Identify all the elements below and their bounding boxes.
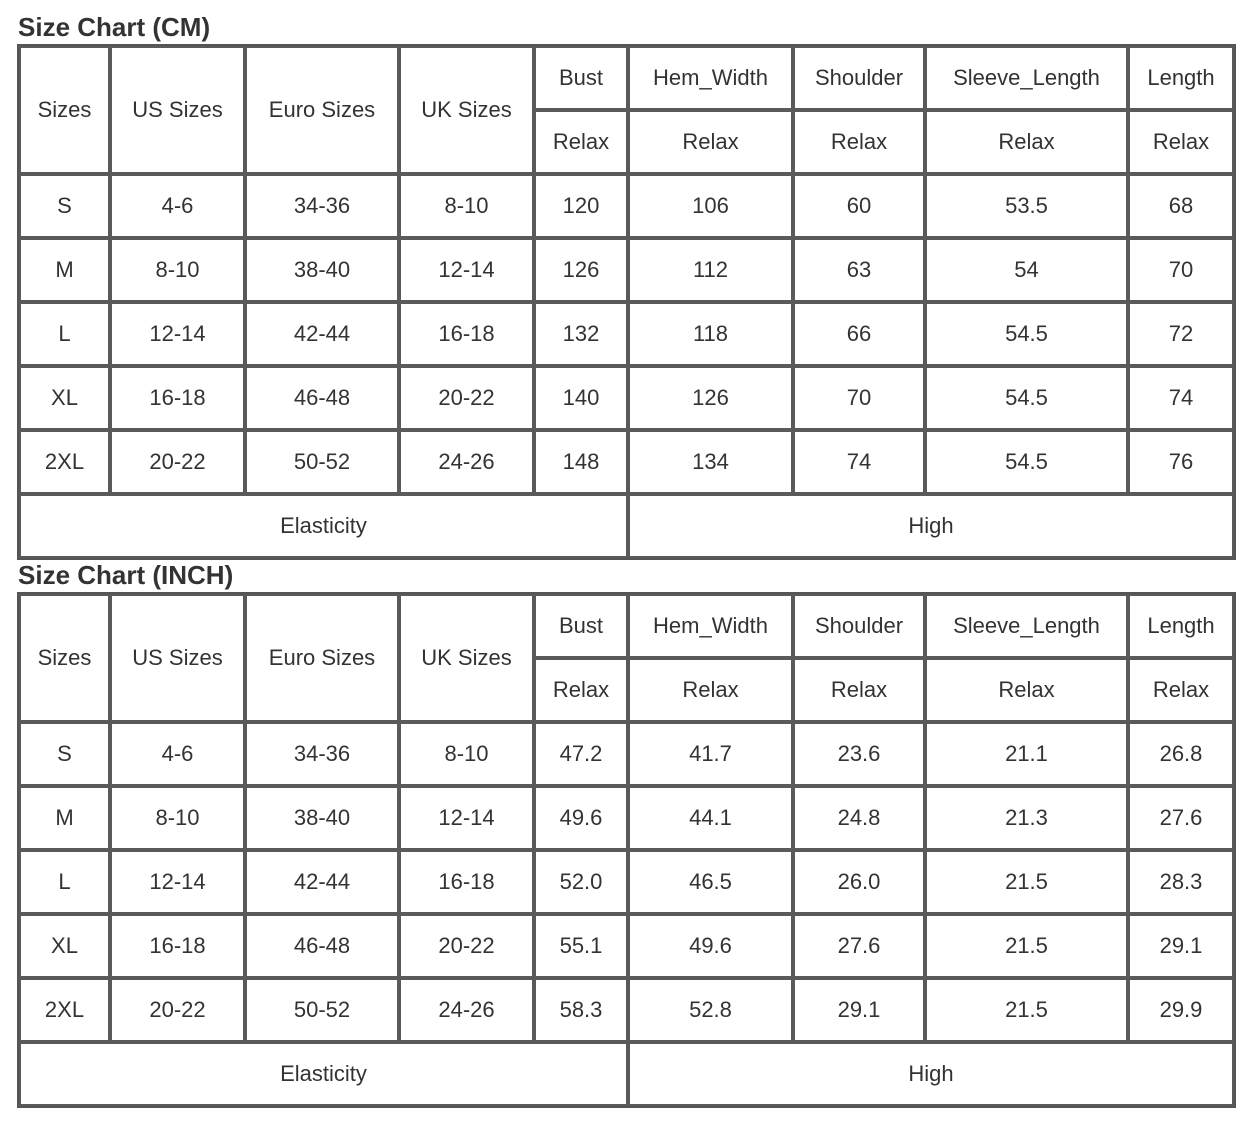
table-cell: 23.6 xyxy=(793,722,925,786)
size-chart-cm-title: Size Chart (CM) xyxy=(18,12,211,42)
table-cell: 21.5 xyxy=(925,850,1128,914)
table-cell: 12-14 xyxy=(110,850,245,914)
col-header-bust: Bust xyxy=(534,594,628,658)
table-row xyxy=(19,786,1234,850)
table-cell: 44.1 xyxy=(628,786,793,850)
table-row xyxy=(19,978,1234,1042)
table-cell: 68 xyxy=(1128,174,1234,238)
table-cell: 132 xyxy=(534,302,628,366)
table-cell: 21.3 xyxy=(925,786,1128,850)
col-header-length: Length xyxy=(1128,594,1234,658)
size-chart-inch-table xyxy=(17,592,1236,1108)
subheader-relax: Relax xyxy=(925,110,1128,174)
table-cell: 126 xyxy=(534,238,628,302)
table-row xyxy=(19,366,1234,430)
subheader-relax: Relax xyxy=(793,110,925,174)
table-cell: 8-10 xyxy=(399,174,534,238)
col-header-euro-sizes: Euro Sizes xyxy=(245,46,399,174)
table-row xyxy=(19,850,1234,914)
subheader-relax: Relax xyxy=(1128,658,1234,722)
table-cell: 54.5 xyxy=(925,430,1128,494)
col-header-shoulder: Shoulder xyxy=(793,46,925,110)
table-cell: 16-18 xyxy=(399,302,534,366)
table-cell: 76 xyxy=(1128,430,1234,494)
table-cell: XL xyxy=(19,366,110,430)
elasticity-label: Elasticity xyxy=(19,494,628,558)
table-cell: 21.5 xyxy=(925,978,1128,1042)
table-cell: 42-44 xyxy=(245,850,399,914)
subheader-relax: Relax xyxy=(793,658,925,722)
table-cell: 16-18 xyxy=(110,914,245,978)
table-cell: 29.1 xyxy=(1128,914,1234,978)
table-cell: 118 xyxy=(628,302,793,366)
table-cell: 24-26 xyxy=(399,978,534,1042)
col-header-bust: Bust xyxy=(534,46,628,110)
table-row xyxy=(19,430,1234,494)
table-cell: 54.5 xyxy=(925,302,1128,366)
table-cell: 38-40 xyxy=(245,786,399,850)
table-cell: 29.1 xyxy=(793,978,925,1042)
table-cell: 21.1 xyxy=(925,722,1128,786)
subheader-relax: Relax xyxy=(534,110,628,174)
table-cell: 58.3 xyxy=(534,978,628,1042)
table-cell: 46-48 xyxy=(245,914,399,978)
col-header-sleeve-length: Sleeve_Length xyxy=(925,594,1128,658)
size-chart-cm-table xyxy=(17,44,1236,560)
subheader-relax: Relax xyxy=(628,658,793,722)
table-cell: 120 xyxy=(534,174,628,238)
table-cell: 106 xyxy=(628,174,793,238)
table-cell: 24-26 xyxy=(399,430,534,494)
table-cell: 66 xyxy=(793,302,925,366)
col-header-hem-width: Hem_Width xyxy=(628,594,793,658)
table-cell: 4-6 xyxy=(110,722,245,786)
table-cell: 134 xyxy=(628,430,793,494)
header-row xyxy=(19,594,1234,658)
table-cell: 126 xyxy=(628,366,793,430)
subheader-relax: Relax xyxy=(925,658,1128,722)
table-cell: 34-36 xyxy=(245,174,399,238)
table-cell: 112 xyxy=(628,238,793,302)
table-cell: 34-36 xyxy=(245,722,399,786)
table-cell: 50-52 xyxy=(245,978,399,1042)
table-cell: 27.6 xyxy=(793,914,925,978)
subheader-relax: Relax xyxy=(1128,110,1234,174)
table-cell: 29.9 xyxy=(1128,978,1234,1042)
table-row xyxy=(19,722,1234,786)
table-cell: 148 xyxy=(534,430,628,494)
table-cell: 20-22 xyxy=(110,978,245,1042)
table-cell: 2XL xyxy=(19,430,110,494)
col-header-sleeve-length: Sleeve_Length xyxy=(925,46,1128,110)
table-cell: 2XL xyxy=(19,978,110,1042)
table-cell: 16-18 xyxy=(399,850,534,914)
table-cell: 74 xyxy=(1128,366,1234,430)
table-cell: L xyxy=(19,302,110,366)
col-header-uk-sizes: UK Sizes xyxy=(399,594,534,722)
table-cell: 60 xyxy=(793,174,925,238)
table-cell: 8-10 xyxy=(110,786,245,850)
table-cell: XL xyxy=(19,914,110,978)
size-chart-inch-title: Size Chart (INCH) xyxy=(18,560,234,590)
elasticity-value: High xyxy=(628,1042,1234,1106)
table-cell: 27.6 xyxy=(1128,786,1234,850)
table-cell: 46-48 xyxy=(245,366,399,430)
elasticity-value: High xyxy=(628,494,1234,558)
col-header-us-sizes: US Sizes xyxy=(110,46,245,174)
table-cell: 70 xyxy=(793,366,925,430)
table-row xyxy=(19,914,1234,978)
table-cell: 74 xyxy=(793,430,925,494)
col-header-sizes: Sizes xyxy=(19,594,110,722)
col-header-shoulder: Shoulder xyxy=(793,594,925,658)
table-cell: M xyxy=(19,238,110,302)
table-cell: S xyxy=(19,722,110,786)
table-cell: 41.7 xyxy=(628,722,793,786)
col-header-hem-width: Hem_Width xyxy=(628,46,793,110)
table-cell: 50-52 xyxy=(245,430,399,494)
header-row xyxy=(19,46,1234,110)
table-cell: 12-14 xyxy=(399,786,534,850)
elasticity-label: Elasticity xyxy=(19,1042,628,1106)
col-header-us-sizes: US Sizes xyxy=(110,594,245,722)
table-cell: 54 xyxy=(925,238,1128,302)
table-cell: 21.5 xyxy=(925,914,1128,978)
table-body xyxy=(19,174,1234,494)
table-row xyxy=(19,174,1234,238)
table-cell: 55.1 xyxy=(534,914,628,978)
table-cell: 28.3 xyxy=(1128,850,1234,914)
table-cell: 70 xyxy=(1128,238,1234,302)
col-header-sizes: Sizes xyxy=(19,46,110,174)
table-cell: 8-10 xyxy=(110,238,245,302)
table-cell: 38-40 xyxy=(245,238,399,302)
table-cell: 54.5 xyxy=(925,366,1128,430)
table-cell: 140 xyxy=(534,366,628,430)
table-cell: 49.6 xyxy=(628,914,793,978)
table-cell: 24.8 xyxy=(793,786,925,850)
footer-row xyxy=(19,1042,1234,1106)
table-cell: 26.0 xyxy=(793,850,925,914)
table-cell: 72 xyxy=(1128,302,1234,366)
table-cell: 47.2 xyxy=(534,722,628,786)
table-cell: 49.6 xyxy=(534,786,628,850)
table-cell: 20-22 xyxy=(399,914,534,978)
subheader-relax: Relax xyxy=(534,658,628,722)
table-cell: 16-18 xyxy=(110,366,245,430)
col-header-euro-sizes: Euro Sizes xyxy=(245,594,399,722)
table-cell: 52.0 xyxy=(534,850,628,914)
table-row xyxy=(19,238,1234,302)
table-cell: M xyxy=(19,786,110,850)
col-header-uk-sizes: UK Sizes xyxy=(399,46,534,174)
table-cell: 4-6 xyxy=(110,174,245,238)
table-cell: 8-10 xyxy=(399,722,534,786)
table-cell: 20-22 xyxy=(399,366,534,430)
subheader-relax: Relax xyxy=(628,110,793,174)
table-cell: 52.8 xyxy=(628,978,793,1042)
table-row xyxy=(19,302,1234,366)
table-cell: 12-14 xyxy=(110,302,245,366)
table-cell: L xyxy=(19,850,110,914)
table-cell: 20-22 xyxy=(110,430,245,494)
col-header-length: Length xyxy=(1128,46,1234,110)
table-cell: 42-44 xyxy=(245,302,399,366)
table-cell: S xyxy=(19,174,110,238)
table-cell: 53.5 xyxy=(925,174,1128,238)
footer-row xyxy=(19,494,1234,558)
table-cell: 63 xyxy=(793,238,925,302)
table-cell: 26.8 xyxy=(1128,722,1234,786)
table-cell: 46.5 xyxy=(628,850,793,914)
table-cell: 12-14 xyxy=(399,238,534,302)
table-body xyxy=(19,722,1234,1042)
